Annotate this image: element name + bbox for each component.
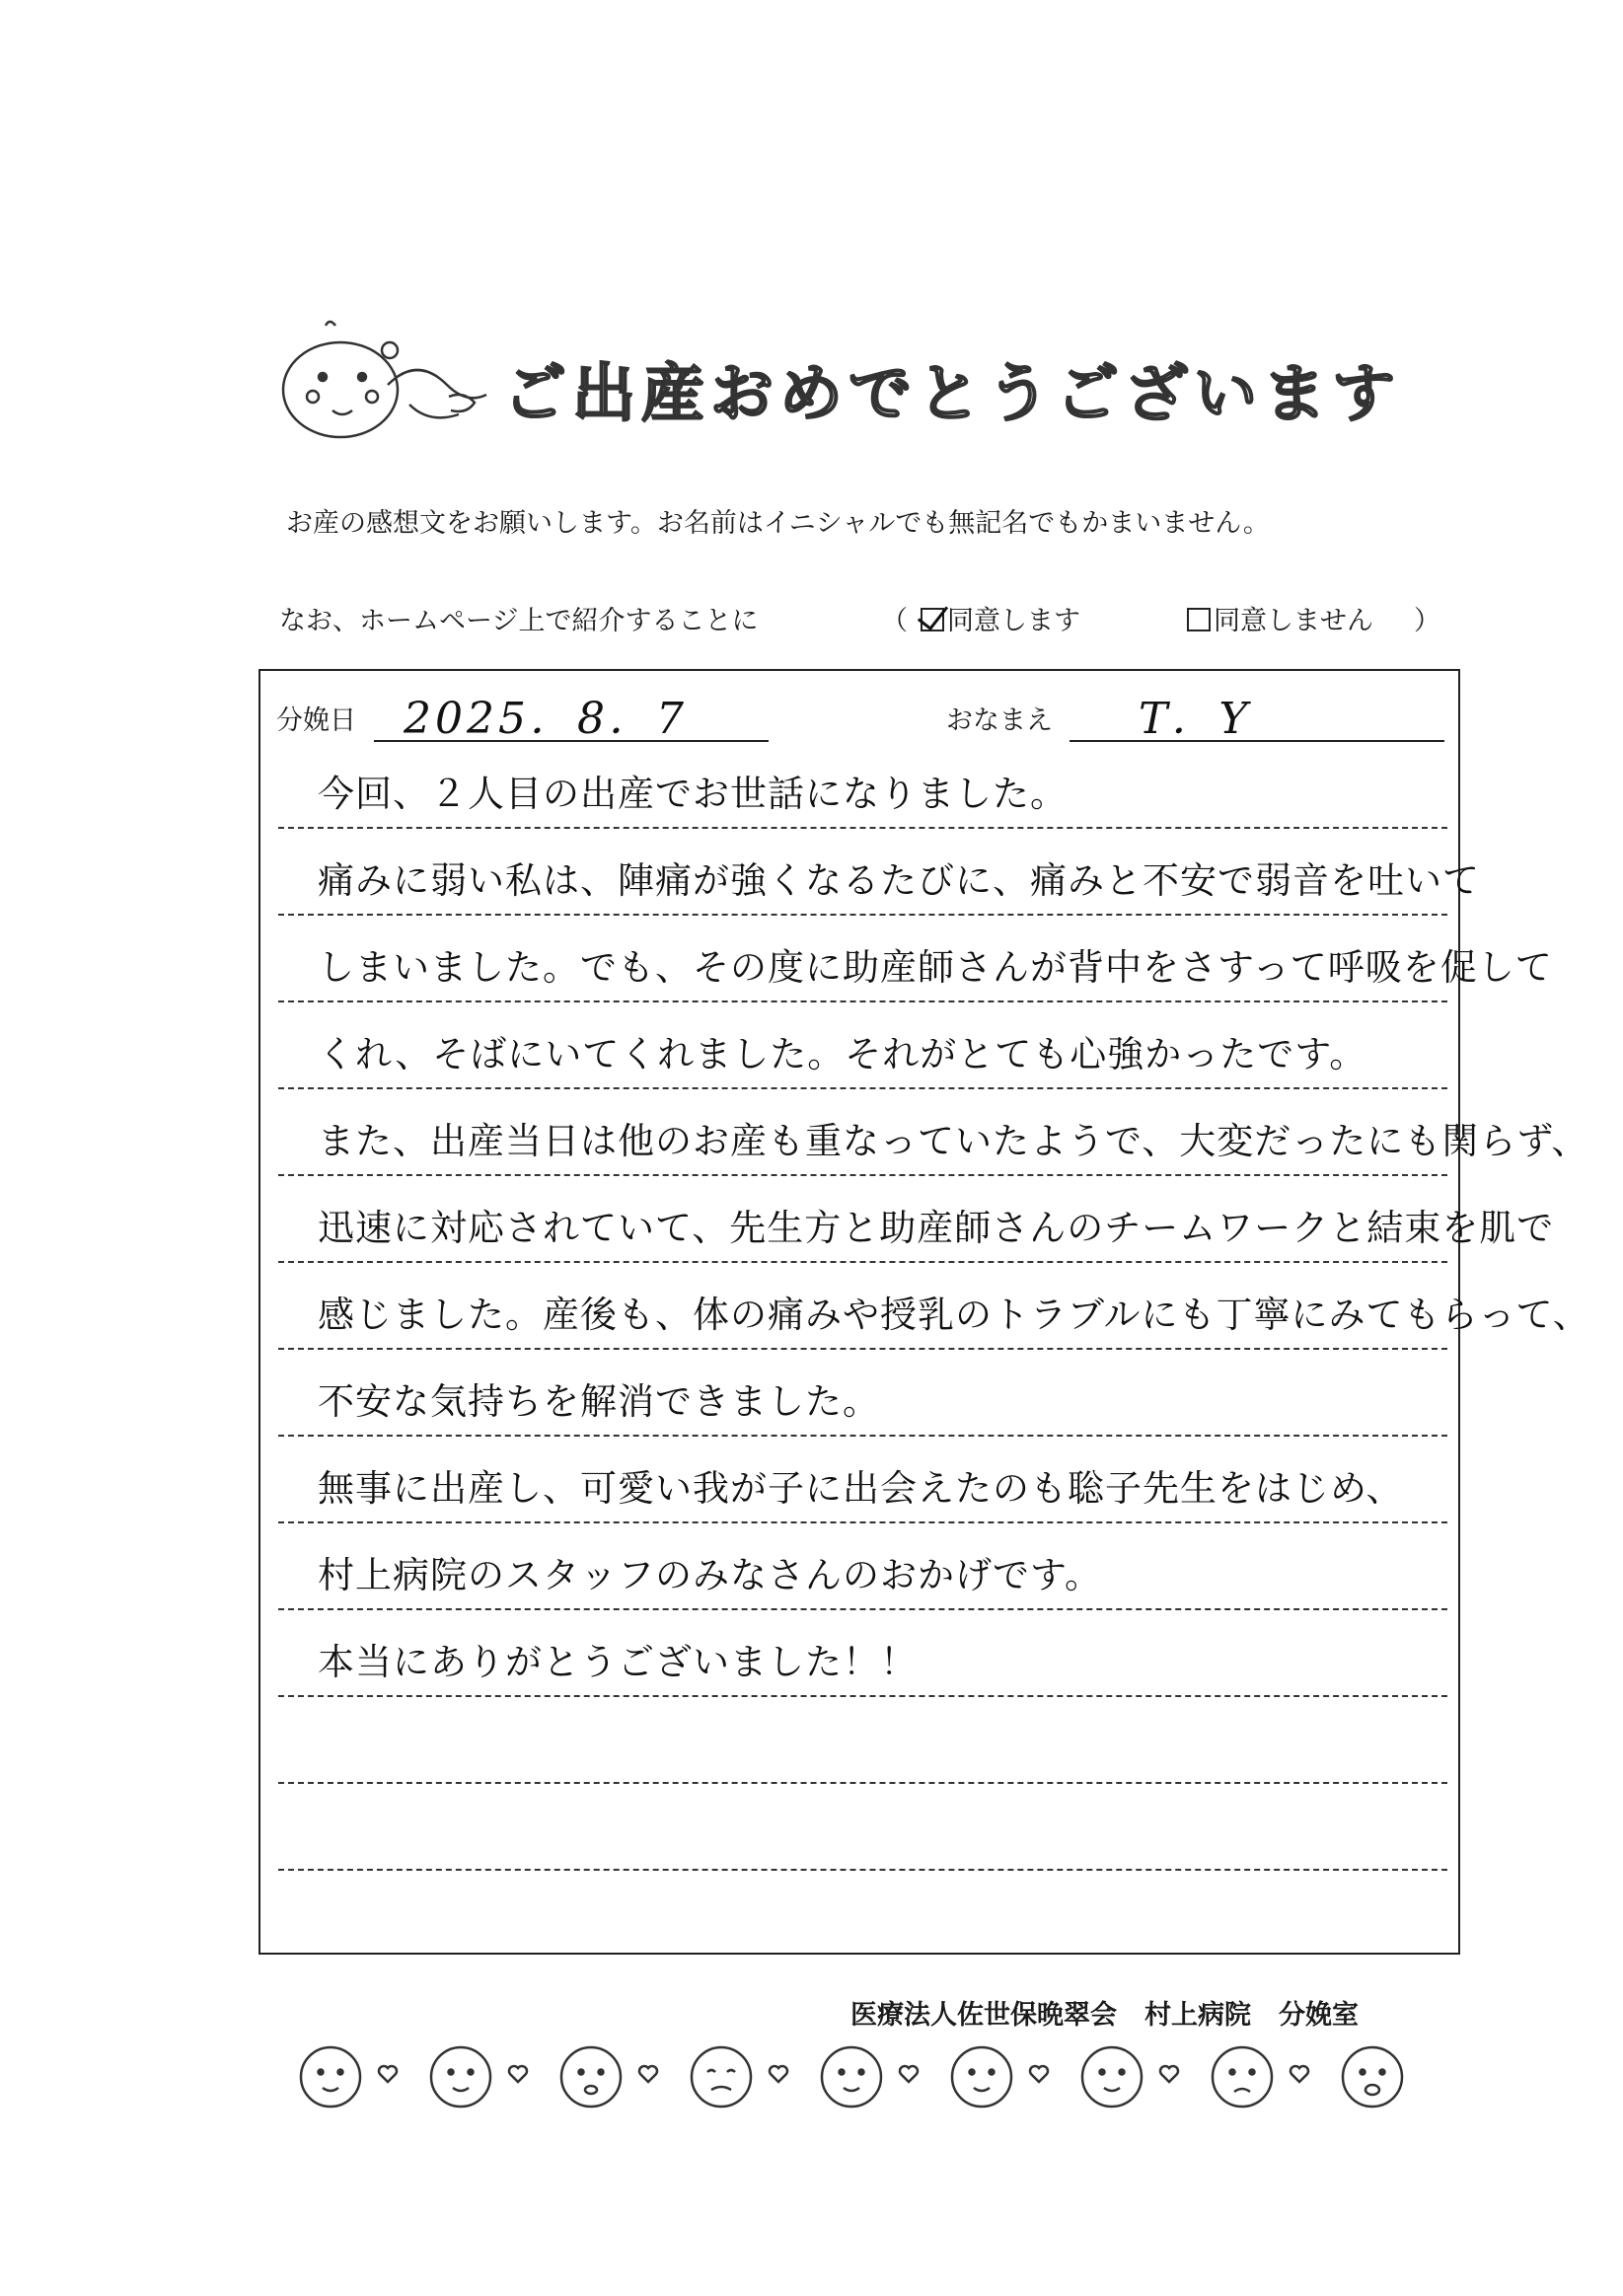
writing-line [278,1087,1589,1176]
agree-checkbox[interactable] [921,608,944,631]
writing-line [278,1348,1447,1437]
page-title: ご出産おめでとうございます [503,358,1401,431]
writing-line [278,1695,1447,1784]
line-text: 本当にありがとうございました！！ [318,1641,918,1683]
writing-line [278,1608,1447,1697]
heart-icon [1030,2066,1048,2082]
disagree-label: 同意しません [1214,606,1373,636]
baby-face-icon [952,2047,1011,2107]
heart-icon [1160,2066,1178,2082]
baby-face-icon [822,2047,881,2107]
baby-face-icon [1213,2047,1272,2107]
intro-text: お産の感想文をお願いします。お名前はイニシャルでも無記名でもかまいません。 [286,508,1270,539]
baby-faces-border [291,2023,1465,2131]
baby-face-icon [1343,2047,1402,2107]
baby-face-icon [301,2047,360,2107]
name-label: おなまえ [946,705,1053,736]
name-value[interactable]: T．Y [1139,694,1252,744]
hospital-name: 村上病院 [1144,2000,1251,2031]
writing-line [278,1782,1447,1871]
disagree-checkbox[interactable] [1187,608,1211,631]
delivery-date-value[interactable]: 2025．8．7 [404,694,688,744]
heart-icon [509,2066,527,2082]
line-text: 迅速に対応されていて、先生方と助産師さんのチームワークと結束を肌で [318,1207,1555,1249]
line-text: 無事に出産し、可愛い我が子に出会えたのも聡子先生をはじめ、 [318,1467,1404,1510]
comment-form [258,669,1590,1955]
consent-open-paren: （ [881,606,908,636]
writing-line [278,1435,1447,1523]
org-name: 医療法人佐世保晩翠会 [850,2000,1117,2031]
writing-line [278,1521,1447,1610]
disagree-option[interactable] [1187,599,1373,637]
line-text: 感じました。産後も、体の痛みや授乳のトラブルにも丁寧にみてもらって、 [318,1294,1590,1336]
header [271,296,1406,444]
crawling-baby-illustration [271,316,518,444]
writing-line [278,827,1480,916]
consent-label: なお、ホームページ上で紹介することに [279,606,759,636]
writing-line [278,914,1553,1002]
baby-face-icon [431,2047,490,2107]
heart-icon [379,2066,397,2082]
baby-face-icon [692,2047,751,2107]
baby-face-icon [1082,2047,1142,2107]
writing-line [278,740,1447,829]
line-text: また、出産当日は他のお産も重なっていたようで、大変だったにも関らず、 [318,1120,1589,1162]
heart-icon [639,2066,657,2082]
heart-icon [770,2066,787,2082]
line-text: くれ、そばにいてくれました。それがとても心強かったです。 [318,1033,1367,1075]
department-name: 分娩室 [1279,2000,1359,2031]
heart-icon [1291,2066,1308,2082]
writing-line [278,1261,1590,1350]
writing-line [278,1174,1555,1263]
baby-face-icon [561,2047,621,2107]
line-text: 不安な気持ちを解消できました。 [318,1380,880,1423]
consent-close-paren: ） [1414,606,1440,636]
delivery-date-label: 分娩日 [276,705,356,736]
heart-icon [900,2066,918,2082]
line-text: 村上病院のスタッフのみなさんのおかげです。 [318,1554,1103,1596]
agree-option[interactable] [921,599,1080,637]
writing-line [278,1000,1447,1089]
agree-label: 同意します [947,606,1080,636]
line-text: 今回、２人目の出産でお世話になりました。 [318,773,1068,815]
consent-row [279,599,1440,638]
line-text: 痛みに弱い私は、陣痛が強くなるたびに、痛みと不安で弱音を吐いて [318,859,1480,902]
line-text: しまいました。でも、その度に助産師さんが背中をさすって呼吸を促して [318,946,1553,989]
